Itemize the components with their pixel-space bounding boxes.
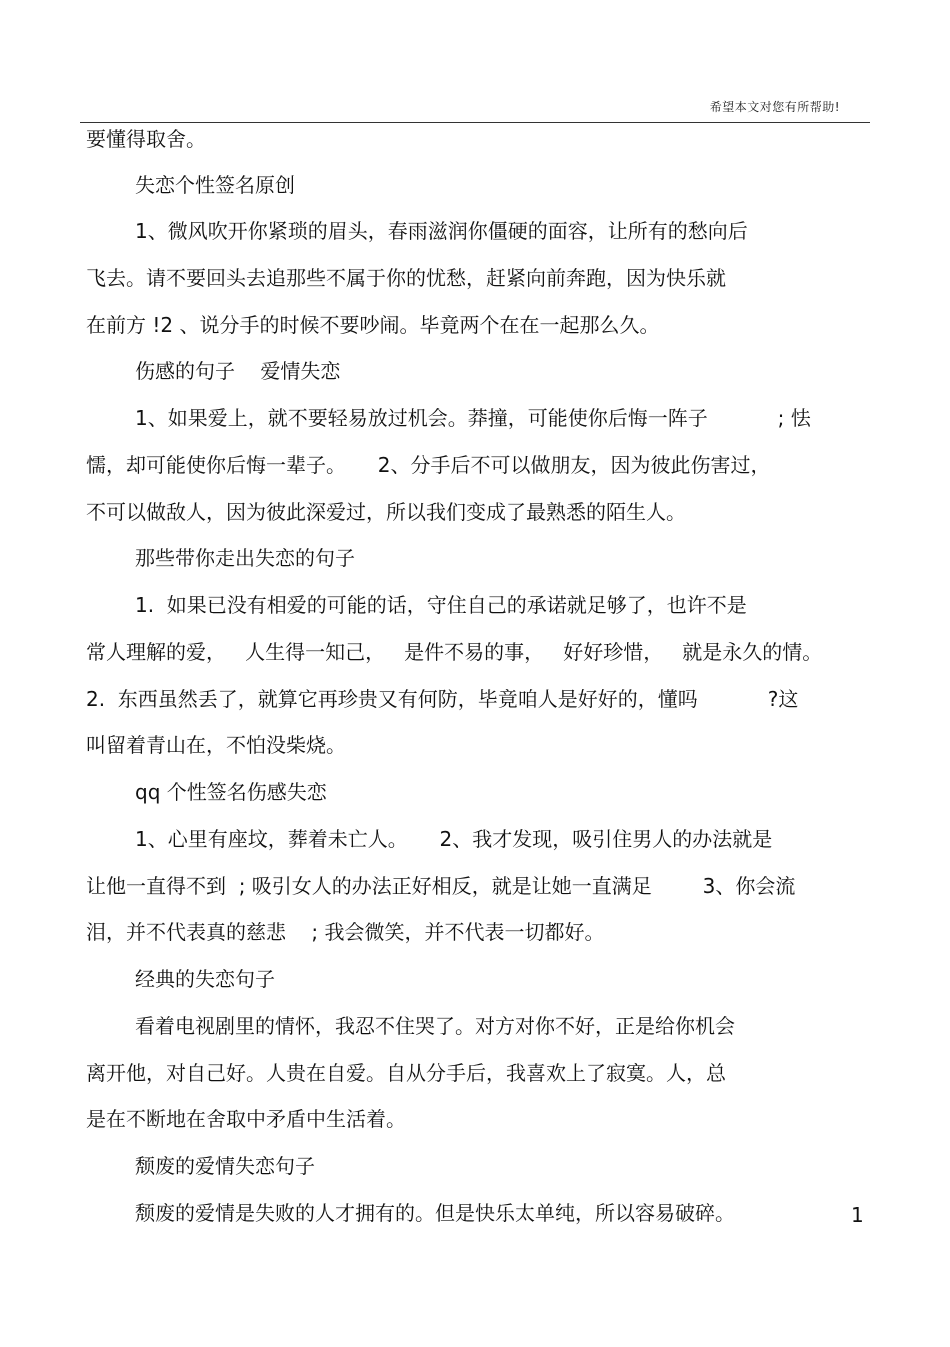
page-number: 1 bbox=[851, 1203, 864, 1227]
section-heading: 经典的失恋句子 bbox=[135, 967, 275, 991]
text-line: 懦，却可能使你后悔一辈子。 2、分手后不可以做朋友，因为彼此伤害过， bbox=[86, 453, 771, 477]
text-line: 飞去。请不要回头去追那些不属于你的忧愁，赶紧向前奔跑，因为快乐就 bbox=[86, 266, 726, 290]
section-heading: 失恋个性签名原创 bbox=[135, 173, 295, 197]
header-text: 希望本文对您有所帮助! bbox=[709, 100, 840, 114]
section-heading: 伤感的句子 爱情失恋 bbox=[135, 359, 341, 383]
text-line: 不可以做敌人，因为彼此深爱过，所以我们变成了最熟悉的陌生人。 bbox=[86, 500, 686, 524]
text-line: 2. 东西虽然丢了，就算它再珍贵又有何防，毕竟咱人是好好的，懂吗 ?这 bbox=[86, 687, 799, 711]
text-line: 泪，并不代表真的慈悲 ; 我会微笑，并不代表一切都好。 bbox=[86, 920, 605, 944]
text-line: 1、心里有座坟，葬着未亡人。 2、我才发现，吸引住男人的办法就是 bbox=[135, 827, 773, 851]
text-line: 常人理解的爱， 人生得一知己， 是件不易的事， 好好珍惜， 就是永久的情。 bbox=[86, 640, 823, 664]
text-line: 叫留着青山在，不怕没柴烧。 bbox=[86, 733, 346, 757]
text-line: 颓废的爱情是失败的人才拥有的。但是快乐太单纯，所以容易破碎。 bbox=[135, 1201, 735, 1225]
text-line: 在前方 !2 、说分手的时候不要吵闹。毕竟两个在在一起那么久。 bbox=[86, 313, 660, 337]
header-rule bbox=[80, 122, 870, 123]
text-line: 1、微风吹开你紧琐的眉头，春雨滋润你僵硬的面容，让所有的愁向后 bbox=[135, 219, 748, 243]
text-line: 要懂得取舍。 bbox=[86, 127, 206, 151]
text-line: 看着电视剧里的情怀，我忍不住哭了。对方对你不好，正是给你机会 bbox=[135, 1014, 735, 1038]
text-line: 1. 如果已没有相爱的可能的话，守住自己的承诺就足够了，也许不是 bbox=[135, 593, 747, 617]
section-heading: 颓废的爱情失恋句子 bbox=[135, 1154, 315, 1178]
section-heading: 那些带你走出失恋的句子 bbox=[135, 546, 355, 570]
text-line: 是在不断地在舍取中矛盾中生活着。 bbox=[86, 1107, 406, 1131]
text-line: 离开他，对自己好。人贵在自爱。自从分手后，我喜欢上了寂寞。人，总 bbox=[86, 1061, 726, 1085]
text-line: 1、如果爱上，就不要轻易放过机会。莽撞，可能使你后悔一阵子 ; 怯 bbox=[135, 406, 811, 430]
text-line: 让他一直得不到 ; 吸引女人的办法正好相反，就是让她一直满足 3、你会流 bbox=[86, 874, 796, 898]
section-heading: qq 个性签名伤感失恋 bbox=[135, 780, 327, 804]
